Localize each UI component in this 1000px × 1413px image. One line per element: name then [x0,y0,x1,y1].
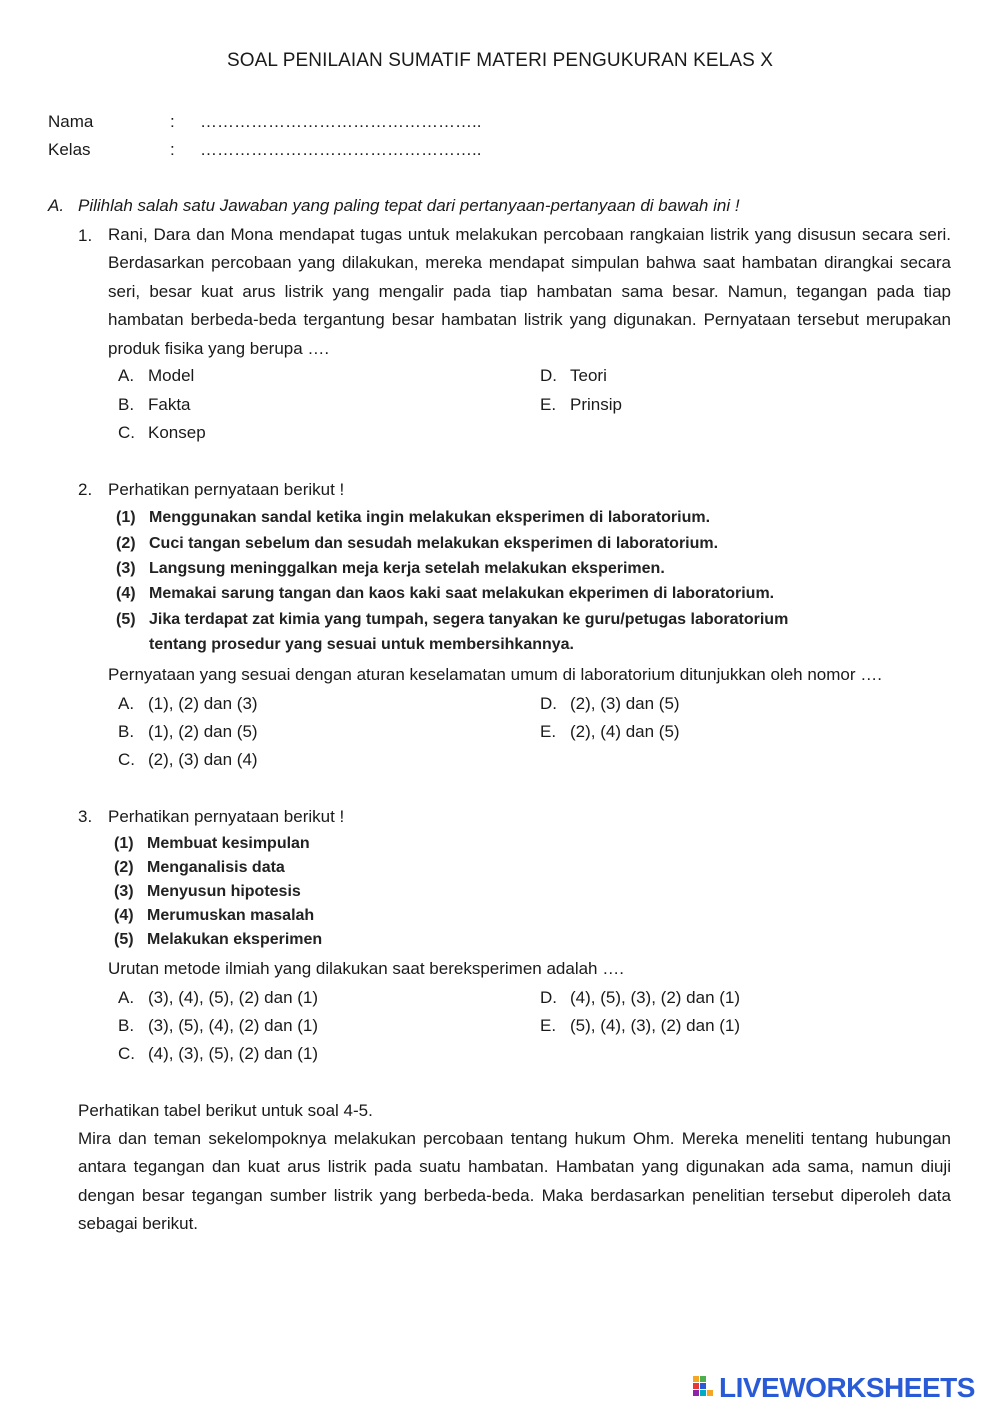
q3-statement-4: (4) Merumuskan masalah [114,907,315,924]
q2-option-b[interactable]: B. (1), (2) dan (5) [118,722,258,741]
liveworksheets-logo-icon [693,1376,715,1400]
page-title: SOAL PENILAIAN SUMATIF MATERI PENGUKURAN KELAS X [226,50,774,71]
q3-statement-2: (2) Menganalisis data [114,859,285,876]
q1-option-b[interactable]: B. Fakta [118,395,191,414]
q2-option-e[interactable]: E. (2), (4) dan (5) [540,722,680,741]
section-a-text: Pilihlah salah satu Jawaban yang paling tepat dari pertanyaan-pertanyaan di bawah ini ! [78,196,740,215]
q1-text: Rani, Dara dan Mona mendapat tugas untuk melakukan percobaan rangkaian listrik yang disusun secara seri. Berdasarkan percobaan yang dilakukan, mereka mendapat simpulan bahwa saat hambatan dirangkai secara seri, besar kuat arus listrik yang mengalir pada tiap hambatan sama besar. Namun, tegangan pada tiap hambatan berbeda-beda tergantung besar hambatan listrik yang digunakan. Pernyataan tersebut merupakan produk fisika yang berupa …. [108,225,951,358]
q1-option-a[interactable]: A. Model [118,366,195,385]
table-intro-text: Mira dan teman sekelompoknya melakukan percobaan tentang hukum Ohm. Mereka meneliti tentang hubungan antara tegangan dan kuat arus listrik pada suatu hambatan. Hambatan yang digunakan ada sama, namun diuji dengan besar tegangan sumber listrik yang berbeda-beda. Maka berdasarkan penelitian tersebut diperoleh data sebagai berikut. [78,1129,951,1234]
name-blank[interactable]: ………………………………………….. [200,112,482,131]
class-field [48,140,481,160]
q3-statement-1: (1) Membuat kesimpulan [114,835,310,852]
q2-number: 2. [78,480,93,499]
q2-statement-5: (5) Jika terdapat zat kimia yang tumpah, segera tanyakan ke guru/petugas laboratorium [116,611,789,628]
q2-option-a[interactable]: A. (1), (2) dan (3) [118,694,258,713]
q3-option-d[interactable]: D. (4), (5), (3), (2) dan (1) [540,988,741,1007]
q3-statement-3: (3) Menyusun hipotesis [114,883,301,900]
q3-option-e[interactable]: E. (5), (4), (3), (2) dan (1) [540,1016,741,1035]
q2-option-c[interactable]: C. (2), (3) dan (4) [118,750,258,769]
section-a-letter: A. [48,196,65,215]
q2-statement-5-continued: tentang prosedur yang sesuai untuk membersihkannya. [149,636,574,653]
q3-statement-5: (5) Melakukan eksperimen [114,931,323,948]
q3-number: 3. [78,807,93,826]
q2-question: Pernyataan yang sesuai dengan aturan keselamatan umum di laboratorium ditunjukkan oleh nomor …. [108,665,882,684]
q1-option-d[interactable]: D. Teori [540,366,607,385]
name-colon: : [170,112,175,131]
class-label: Kelas [48,140,91,159]
q3-option-c[interactable]: C. (4), (3), (5), (2) dan (1) [118,1044,319,1063]
q1-option-c[interactable]: C. Konsep [118,423,206,442]
q3-text: Perhatikan pernyataan berikut ! [108,807,345,826]
class-colon: : [170,140,175,159]
liveworksheets-wordmark: LIVEWORKSHEETS [719,1372,975,1403]
q2-text: Perhatikan pernyataan berikut ! [108,480,345,499]
liveworksheets-brand [693,1371,975,1405]
q2-statement-2: (2) Cuci tangan sebelum dan sesudah melakukan eksperimen di laboratorium. [116,535,719,552]
q2-statement-3: (3) Langsung meninggalkan meja kerja setelah melakukan eksperimen. [116,560,665,577]
q2-option-d[interactable]: D. (2), (3) dan (5) [540,694,680,713]
name-field [48,112,481,132]
q1-number: 1. [78,226,93,245]
q3-question: Urutan metode ilmiah yang dilakukan saat bereksperimen adalah …. [108,959,624,978]
q3-option-b[interactable]: B. (3), (5), (4), (2) dan (1) [118,1016,319,1035]
q2-statement-4: (4) Memakai sarung tangan dan kaos kaki saat melakukan ekperimen di laboratorium. [116,585,775,602]
table-intro-heading: Perhatikan tabel berikut untuk soal 4-5. [78,1101,373,1120]
q3-option-a[interactable]: A. (3), (4), (5), (2) dan (1) [118,988,319,1007]
q1-option-e[interactable]: E. Prinsip [540,395,622,414]
section-a-instruction [48,196,740,216]
name-label: Nama [48,112,94,131]
q2-statement-1: (1) Menggunakan sandal ketika ingin melakukan eksperimen di laboratorium. [116,509,711,526]
class-blank[interactable]: ………………………………………….. [200,140,482,159]
